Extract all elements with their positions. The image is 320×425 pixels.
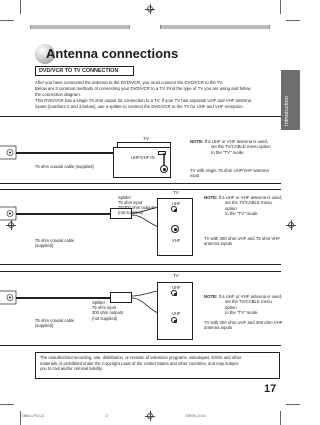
note-line: If a UHF or VHF antenna is used, (218, 294, 283, 299)
crop-mark (0, 404, 14, 405)
crop-mark (20, 411, 21, 425)
tv-description-line: antenna inputs (204, 241, 233, 247)
note-line: If a UHF or VHF antenna is used, (204, 139, 269, 144)
note-prefix: NOTE: (204, 195, 218, 200)
register-mark (286, 220, 296, 230)
note-line: to the "TV" mode. (225, 211, 259, 217)
footer-date: 7/29/06, 20:16 (185, 414, 206, 418)
cable-label (35, 318, 74, 328)
register-mark (145, 411, 155, 421)
page-title: Antenna connections (46, 46, 179, 61)
uhf-label: UHF (172, 201, 181, 206)
note-line: to the "TV" mode. (225, 310, 259, 316)
splitter-label (92, 300, 123, 321)
crop-mark (280, 0, 281, 14)
splitter-label-line: 75 ohm input (92, 305, 117, 311)
coaxial-cable (16, 297, 111, 299)
splitter-spec (118, 200, 155, 216)
note-block (204, 195, 283, 217)
intro-line: This DVD/VCR has a single 75 ohm output for connection to a TV. If your TV has separate UHF and VHF antenna (35, 98, 252, 103)
splitter-label-line: 300 ohm outputs (92, 310, 124, 316)
cable-label-line: (supplied) (35, 323, 54, 329)
vhf-input-connector (171, 225, 179, 233)
crop-mark (286, 404, 300, 405)
register-mark (145, 4, 155, 14)
note-prefix: NOTE: (190, 139, 204, 144)
crop-mark (0, 20, 14, 21)
cable-label-line: (supplied) (35, 243, 54, 249)
note-line: set the TV/CABLE menu option (211, 144, 271, 150)
tv-description-line: input (190, 173, 200, 179)
page-number: 17 (264, 383, 277, 395)
footer-file: 2B9L01 P12-21 (22, 414, 45, 418)
intro-line: inputs (numbers 2 and 3 below), use a splitter to connect the DVD/VCR to the TV for UHF and VHF reception. (35, 104, 244, 109)
warning-line: The unauthorized recording, use, distribution, or revision of television programs, videotapes, DVDs and other (40, 355, 242, 360)
splitter-label-line: Splitter (92, 300, 106, 305)
copyright-warning (35, 352, 280, 379)
note-line: set the TV/CABLE menu option (225, 299, 272, 310)
section-heading: DVD/VCR TO TV CONNECTION (35, 66, 134, 76)
crop-mark (20, 0, 21, 14)
uhf-input-connector (171, 206, 177, 212)
note-prefix: NOTE: (204, 294, 218, 299)
tv-description-line: TV with single 75 ohm UHF/VHF antenna (190, 168, 269, 173)
splitter-label-line: Splitter (118, 195, 132, 200)
intro-line: Below are 3 common methods of connecting your DVD/VCR to a TV. Find the type of TV you are using and follow (35, 86, 251, 91)
vhf-label: VHF (172, 238, 181, 243)
tv-description-line: antenna inputs (204, 325, 233, 331)
tv-top (117, 142, 171, 147)
warning-line: you to civil and/or criminal liability. (40, 366, 103, 372)
vhf-label: VHF (172, 311, 181, 316)
antenna-input-connector (160, 165, 168, 173)
cable-label (35, 238, 74, 248)
tv-description-line: TV with 300 ohm UHF and 75 ohm VHF (204, 236, 280, 241)
cable-label-line: 75 ohm coaxial cable (35, 238, 75, 243)
note-line: set the TV/CABLE menu option (225, 200, 272, 211)
tv-description (204, 320, 283, 331)
splitter-label-line: (not supplied) (118, 210, 144, 216)
note-block (204, 294, 283, 316)
vhf-input-connector (171, 317, 177, 323)
splitter-label-line: 75/300 ohm outputs (118, 205, 156, 211)
intro-text (35, 80, 280, 110)
splitter-label-line: 75 ohm input (118, 200, 143, 205)
tv-input-label: UHF/VHF IN (131, 155, 155, 160)
cable-label-line: 75 ohm coaxial cable (35, 318, 75, 323)
tv-description (204, 236, 280, 247)
tv-description (190, 168, 280, 179)
section-tab (281, 70, 300, 130)
intro-line: After you have connected the antenna to the DVD/VCR, you must connect the DVD/VCR to the TV. (35, 80, 224, 85)
tv-label: TV (173, 190, 179, 195)
footer-page: 17 (105, 414, 109, 418)
header-bar (160, 25, 270, 29)
note-line: to the "TV" mode. (211, 149, 245, 155)
crop-mark (286, 20, 300, 21)
tv-label: TV (143, 136, 149, 141)
note-line: If a UHF or VHF antenna is used, (218, 195, 283, 200)
header-bar (30, 25, 130, 29)
note-block (190, 139, 280, 155)
warning-line: materials, is prohibited under the Copyright Laws of the United States and other countries, and may subject (40, 360, 239, 366)
uhf-label: UHF (172, 285, 181, 290)
section-tab-label: Introduction (284, 96, 290, 126)
splitter-label-line: (not supplied) (92, 315, 118, 321)
tv-description-line: TV with 300 ohm UHF and 300 ohm VHF (204, 320, 283, 325)
cable-label: 75 ohm coaxial cable (supplied) (35, 164, 94, 169)
crop-mark (280, 411, 281, 425)
coaxial-cable (16, 213, 111, 215)
tv-label: TV (173, 273, 179, 278)
uhf-input-connector (171, 290, 177, 296)
intro-line: the connection diagram. (35, 92, 81, 97)
cable-drop (162, 153, 166, 166)
